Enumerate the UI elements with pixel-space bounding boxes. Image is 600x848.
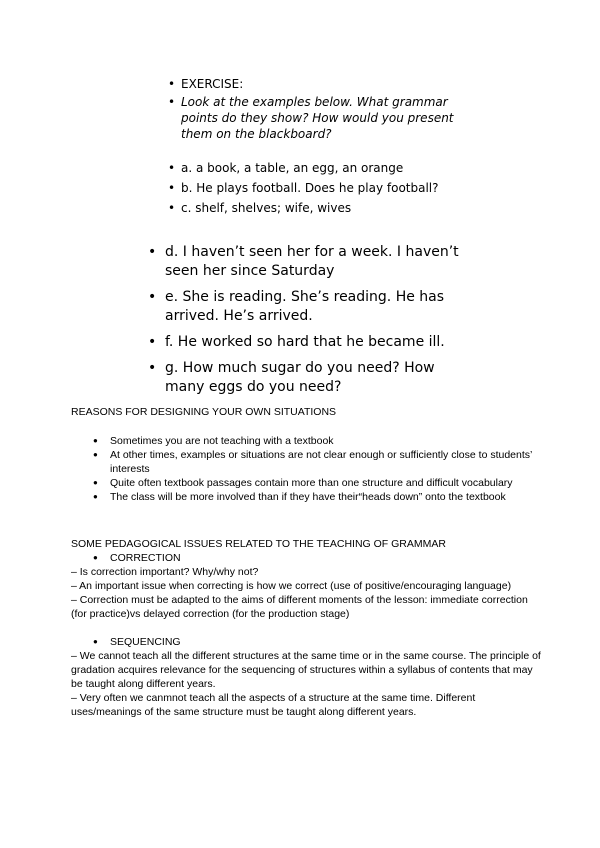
slide-examples bbox=[148, 243, 468, 397]
correction-line: – Correction must be adapted to the aims of different moments of the lesson: immediate correction (for practice)vs delayed correction (for the production stage) bbox=[71, 594, 528, 620]
sequencing-line: – Very often we canmnot teach all the aspects of a structure at the same time. Different uses/meanings of the same structure must be taught along different years. bbox=[71, 692, 476, 718]
example-item: • b. He plays football. Does he play football? bbox=[168, 180, 468, 196]
correction-line: – Is correction important? Why/why not? bbox=[71, 566, 259, 578]
sequencing-title: ● SEQUENCING bbox=[91, 635, 541, 649]
issues-section bbox=[71, 537, 541, 719]
list-item: ● Quite often textbook passages contain more than one structure and difficult vocabulary bbox=[91, 476, 533, 490]
list-item: ● Sometimes you are not teaching with a textbook bbox=[91, 434, 533, 448]
list-item: ● At other times, examples or situations are not clear enough or sufficiently close to students’ interests bbox=[91, 448, 533, 476]
sequencing-line: – We cannot teach all the different structures at the same time or in the same course. The principle of gradation acquires relevance for the sequencing of structures within a syllabus of contents that may be taught along different years. bbox=[71, 650, 541, 690]
list-item: ● The class will be more involved than if they have their“heads down” onto the textbook bbox=[91, 490, 533, 504]
example-item: • f. He worked so hard that he became ill. bbox=[148, 333, 468, 352]
correction-line: – An important issue when correcting is how we correct (use of positive/encouraging language) bbox=[71, 580, 512, 592]
example-item: • c. shelf, shelves; wife, wives bbox=[168, 200, 468, 216]
correction-title: ● CORRECTION bbox=[91, 551, 541, 565]
reasons-heading: REASONS FOR DESIGNING YOUR OWN SITUATIONS bbox=[71, 406, 337, 418]
issues-heading: SOME PEDAGOGICAL ISSUES RELATED TO THE TEACHING OF GRAMMAR bbox=[71, 538, 446, 550]
example-item: • a. a book, a table, an egg, an orange bbox=[168, 160, 468, 176]
slide-exercise bbox=[168, 76, 468, 216]
example-item: • g. How much sugar do you need? How many eggs do you need? bbox=[148, 359, 468, 397]
exercise-instruction: • Look at the examples below. What grammar points do they show? How would you present them on the blackboard? bbox=[168, 94, 468, 142]
exercise-label: • EXERCISE: bbox=[168, 76, 468, 92]
reasons-list bbox=[71, 434, 533, 504]
example-item: • e. She is reading. She’s reading. He has arrived. He’s arrived. bbox=[148, 288, 468, 326]
example-item: • d. I haven’t seen her for a week. I haven’t seen her since Saturday bbox=[148, 243, 468, 281]
